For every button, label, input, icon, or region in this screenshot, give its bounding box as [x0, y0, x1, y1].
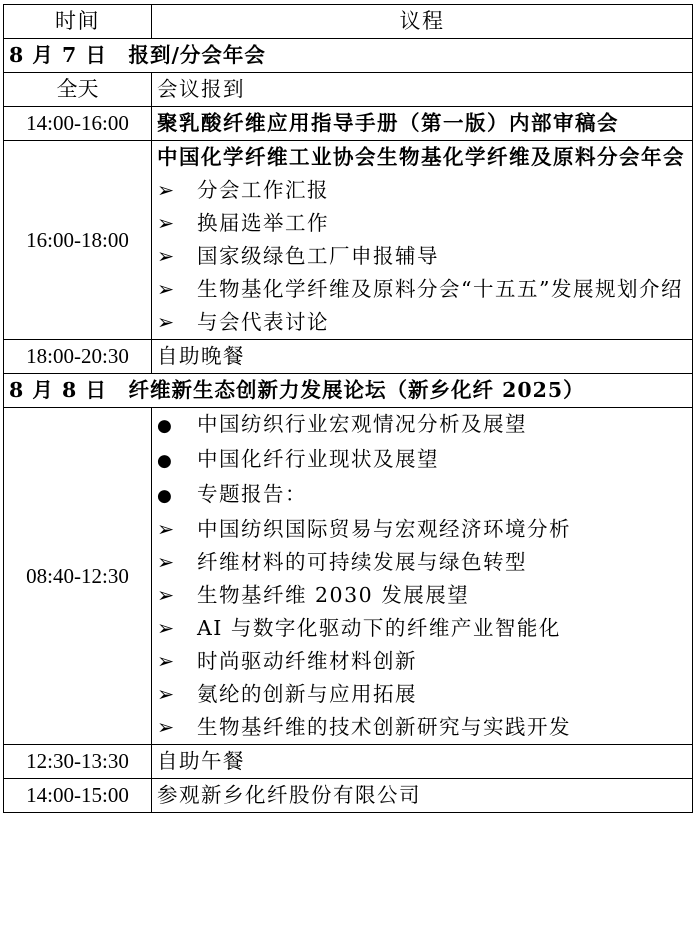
list-item	[157, 645, 687, 678]
list-item-text: AI 与数字化驱动下的纤维产业智能化	[197, 616, 561, 640]
row-time: 12:30-13:30	[4, 745, 152, 779]
list-item-text: 生物基纤维 2030 发展展望	[197, 583, 470, 607]
meeting-title: 中国化学纤维工业协会生物基化学纤维及原料分会年会	[157, 145, 685, 169]
day-row	[4, 39, 693, 73]
arrow-icon: ➢	[157, 277, 176, 301]
table-row	[4, 107, 693, 141]
list-item	[157, 678, 687, 711]
arrow-icon: ➢	[157, 550, 176, 574]
dot-icon: ●	[157, 416, 174, 436]
list-item	[157, 478, 687, 513]
day-row	[4, 374, 693, 408]
row-time: 14:00-15:00	[4, 779, 152, 813]
list-item-text: 时尚驱动纤维材料创新	[197, 649, 417, 673]
agenda-table	[3, 4, 693, 813]
table-row	[4, 141, 693, 340]
row-agenda	[152, 141, 693, 340]
list-item-text: 换届选举工作	[197, 211, 329, 235]
header-row	[4, 5, 693, 39]
list-item	[157, 711, 687, 744]
list-item	[157, 207, 687, 240]
list-item	[157, 240, 687, 273]
list-item	[157, 273, 687, 306]
row-time: 全天	[4, 73, 152, 107]
list-item-text: 中国纺织行业宏观情况分析及展望	[197, 412, 527, 436]
list-item	[157, 174, 687, 207]
row-time: 08:40-12:30	[4, 408, 152, 745]
arrow-icon: ➢	[157, 244, 176, 268]
header-time: 时间	[4, 5, 152, 39]
list-item-text: 国家级绿色工厂申报辅导	[197, 244, 439, 268]
arrow-icon: ➢	[157, 211, 176, 235]
day1-title: 8 月 7 日 报到/分会年会	[4, 39, 693, 73]
table-row	[4, 745, 693, 779]
list-item	[157, 513, 687, 546]
row-agenda: 自助晚餐	[152, 340, 693, 374]
list-item	[157, 612, 687, 645]
dot-icon: ●	[157, 451, 174, 471]
list-item-text: 中国化纤行业现状及展望	[197, 447, 439, 471]
row-agenda: 会议报到	[152, 73, 693, 107]
header-agenda: 议程	[152, 5, 693, 39]
arrow-icon: ➢	[157, 517, 176, 541]
table-row	[4, 408, 693, 745]
table-row	[4, 340, 693, 374]
list-item-text: 专题报告：	[197, 482, 307, 506]
arrow-icon: ➢	[157, 649, 176, 673]
list-item-text: 与会代表讨论	[197, 310, 329, 334]
arrow-icon: ➢	[157, 178, 176, 202]
arrow-icon: ➢	[157, 616, 176, 640]
list-item-text: 氨纶的创新与应用拓展	[197, 682, 417, 706]
row-agenda: 聚乳酸纤维应用指导手册（第一版）内部审稿会	[152, 107, 693, 141]
list-item-text: 中国纺织国际贸易与宏观经济环境分析	[197, 517, 571, 541]
table-row	[4, 779, 693, 813]
arrow-icon: ➢	[157, 715, 176, 739]
row-time: 14:00-16:00	[4, 107, 152, 141]
dot-icon: ●	[157, 486, 174, 506]
row-time: 18:00-20:30	[4, 340, 152, 374]
list-item-text: 分会工作汇报	[197, 178, 329, 202]
arrow-icon: ➢	[157, 682, 176, 706]
row-agenda: 自助午餐	[152, 745, 693, 779]
row-agenda	[152, 408, 693, 745]
list-item	[157, 306, 687, 339]
day2-title: 8 月 8 日 纤维新生态创新力发展论坛（新乡化纤 2025）	[4, 374, 693, 408]
list-item-text: 纤维材料的可持续发展与绿色转型	[197, 550, 527, 574]
arrow-icon: ➢	[157, 310, 176, 334]
list-item	[157, 546, 687, 579]
list-item	[157, 579, 687, 612]
row-agenda: 参观新乡化纤股份有限公司	[152, 779, 693, 813]
list-item	[157, 443, 687, 478]
list-item-text: 生物基化学纤维及原料分会“十五五”发展规划介绍	[197, 277, 683, 301]
row-time: 16:00-18:00	[4, 141, 152, 340]
list-item	[157, 408, 687, 443]
table-row	[4, 73, 693, 107]
list-item-text: 生物基纤维的技术创新研究与实践开发	[197, 715, 571, 739]
arrow-icon: ➢	[157, 583, 176, 607]
